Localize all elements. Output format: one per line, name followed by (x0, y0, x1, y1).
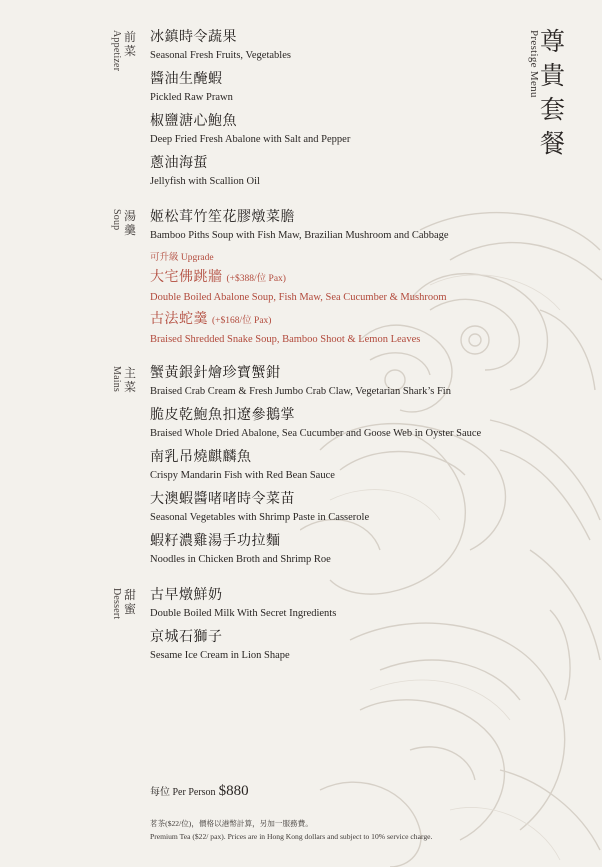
dish-name-en: Seasonal Fresh Fruits, Vegetables (150, 50, 291, 61)
section-tag-appetizer (110, 30, 136, 71)
menu-item (150, 629, 290, 663)
menu-item (150, 587, 336, 621)
dish-name-cn (150, 311, 420, 330)
menu-item (150, 449, 335, 483)
section-label-en: Mains (111, 366, 122, 392)
dish-name-en: Double Boiled Abalone Soup, Fish Maw, Sea Cucumber & Mushroom (150, 292, 447, 303)
dish-name-en: Pickled Raw Prawn (150, 92, 233, 103)
menu-item (150, 533, 331, 567)
dish-name-cn: 大澳蝦醬啫啫時令菜苗 (150, 492, 295, 507)
per-person-price (150, 783, 249, 800)
dish-name-cn: 椒鹽溏心鮑魚 (150, 114, 237, 129)
section-label-en: Dessert (111, 588, 122, 620)
dish-name-cn-text: 古法蛇羹 (150, 312, 208, 327)
upgrade-price: (+$388/位 Pax) (226, 274, 286, 284)
section-char: 甜 (124, 588, 137, 602)
dish-name-en: Seasonal Vegetables with Shrimp Paste in Casserole (150, 512, 370, 523)
menu-item (150, 71, 233, 105)
section-label-cn (124, 209, 136, 237)
dish-name-en: Bamboo Piths Soup with Fish Maw, Brazilian Mushroom and Cabbage (150, 230, 449, 241)
dish-name-cn: 京城石獅子 (150, 630, 223, 645)
upgrade-price: (+$168/位 Pax) (212, 316, 272, 326)
section-char: 蜜 (124, 602, 137, 616)
menu-item (150, 155, 260, 189)
section-label-en: Soup (111, 209, 122, 231)
section-char: 菜 (124, 380, 137, 394)
upgrade-label: 可升級 Upgrade (150, 253, 214, 263)
menu-item (150, 209, 449, 243)
footnote-english: Premium Tea ($22/ pax). Prices are in Hong Kong dollars and subject to 10% service charge. (150, 832, 433, 841)
dish-name-cn: 冰鎮時令蔬果 (150, 30, 237, 45)
dish-name-en: Braised Whole Dried Abalone, Sea Cucumber and Goose Web in Oyster Sauce (150, 428, 482, 439)
menu-item (150, 407, 481, 441)
menu-title-chinese: 尊貴套餐 (540, 29, 568, 158)
section-label-cn (124, 30, 136, 71)
dish-name-cn: 古早燉鮮奶 (150, 588, 223, 603)
dish-name-en: Crispy Mandarin Fish with Red Bean Sauce (150, 470, 335, 481)
menu-item (150, 29, 291, 63)
section-char: 前 (124, 30, 137, 44)
dish-name-cn (150, 269, 447, 288)
dish-name-cn: 蝦籽濃雞湯手功拉麵 (150, 534, 281, 549)
footnote-chinese: 茗茶($22/位)，價格以港幣計算，另加一服務費。 (150, 819, 313, 828)
dish-name-cn-text: 大宅佛跳牆 (150, 270, 223, 285)
section-tag-dessert (110, 588, 136, 619)
dish-name-en: Braised Crab Cream & Fresh Jumbo Crab Claw, Vegetarian Shark’s Fin (150, 386, 451, 397)
dish-name-cn: 姬松茸竹笙花膠燉菜膽 (150, 210, 295, 225)
dish-name-cn: 蟹黃銀針燴珍寶蟹鉗 (150, 366, 281, 381)
dish-name-en: Deep Fried Fresh Abalone with Salt and Pepper (150, 134, 351, 145)
dish-name-en: Double Boiled Milk With Secret Ingredients (150, 608, 337, 619)
menu-item (150, 491, 369, 525)
dish-name-cn: 醬油生醃蝦 (150, 72, 223, 87)
dish-name-cn: 蔥油海蜇 (150, 156, 208, 171)
dish-name-cn: 脆皮乾鮑魚扣遼參鵝掌 (150, 408, 295, 423)
dish-name-en: Noodles in Chicken Broth and Shrimp Roe (150, 554, 331, 565)
section-label-en: Appetizer (111, 30, 122, 72)
section-label-cn (124, 588, 136, 619)
section-char: 羹 (124, 223, 137, 237)
section-label-cn (124, 366, 136, 394)
section-tag-mains (110, 366, 136, 394)
section-tag-soup (110, 209, 136, 237)
section-char: 菜 (124, 44, 137, 58)
menu-item (150, 113, 350, 147)
dish-name-cn: 南乳吊燒麒麟魚 (150, 450, 252, 465)
dish-name-en: Jellyfish with Scallion Oil (150, 176, 260, 187)
dish-name-en: Braised Shredded Snake Soup, Bamboo Shoot & Lemon Leaves (150, 334, 421, 345)
upgrade-item (150, 269, 447, 305)
section-char: 主 (124, 366, 137, 380)
menu-title-english: Prestige Menu (528, 30, 540, 98)
dish-name-en: Sesame Ice Cream in Lion Shape (150, 650, 290, 661)
price-amount: $880 (218, 783, 249, 799)
section-char: 湯 (124, 209, 137, 223)
menu-item (150, 365, 451, 399)
upgrade-item (150, 311, 420, 347)
price-label: 每位 Per Person (150, 787, 216, 798)
